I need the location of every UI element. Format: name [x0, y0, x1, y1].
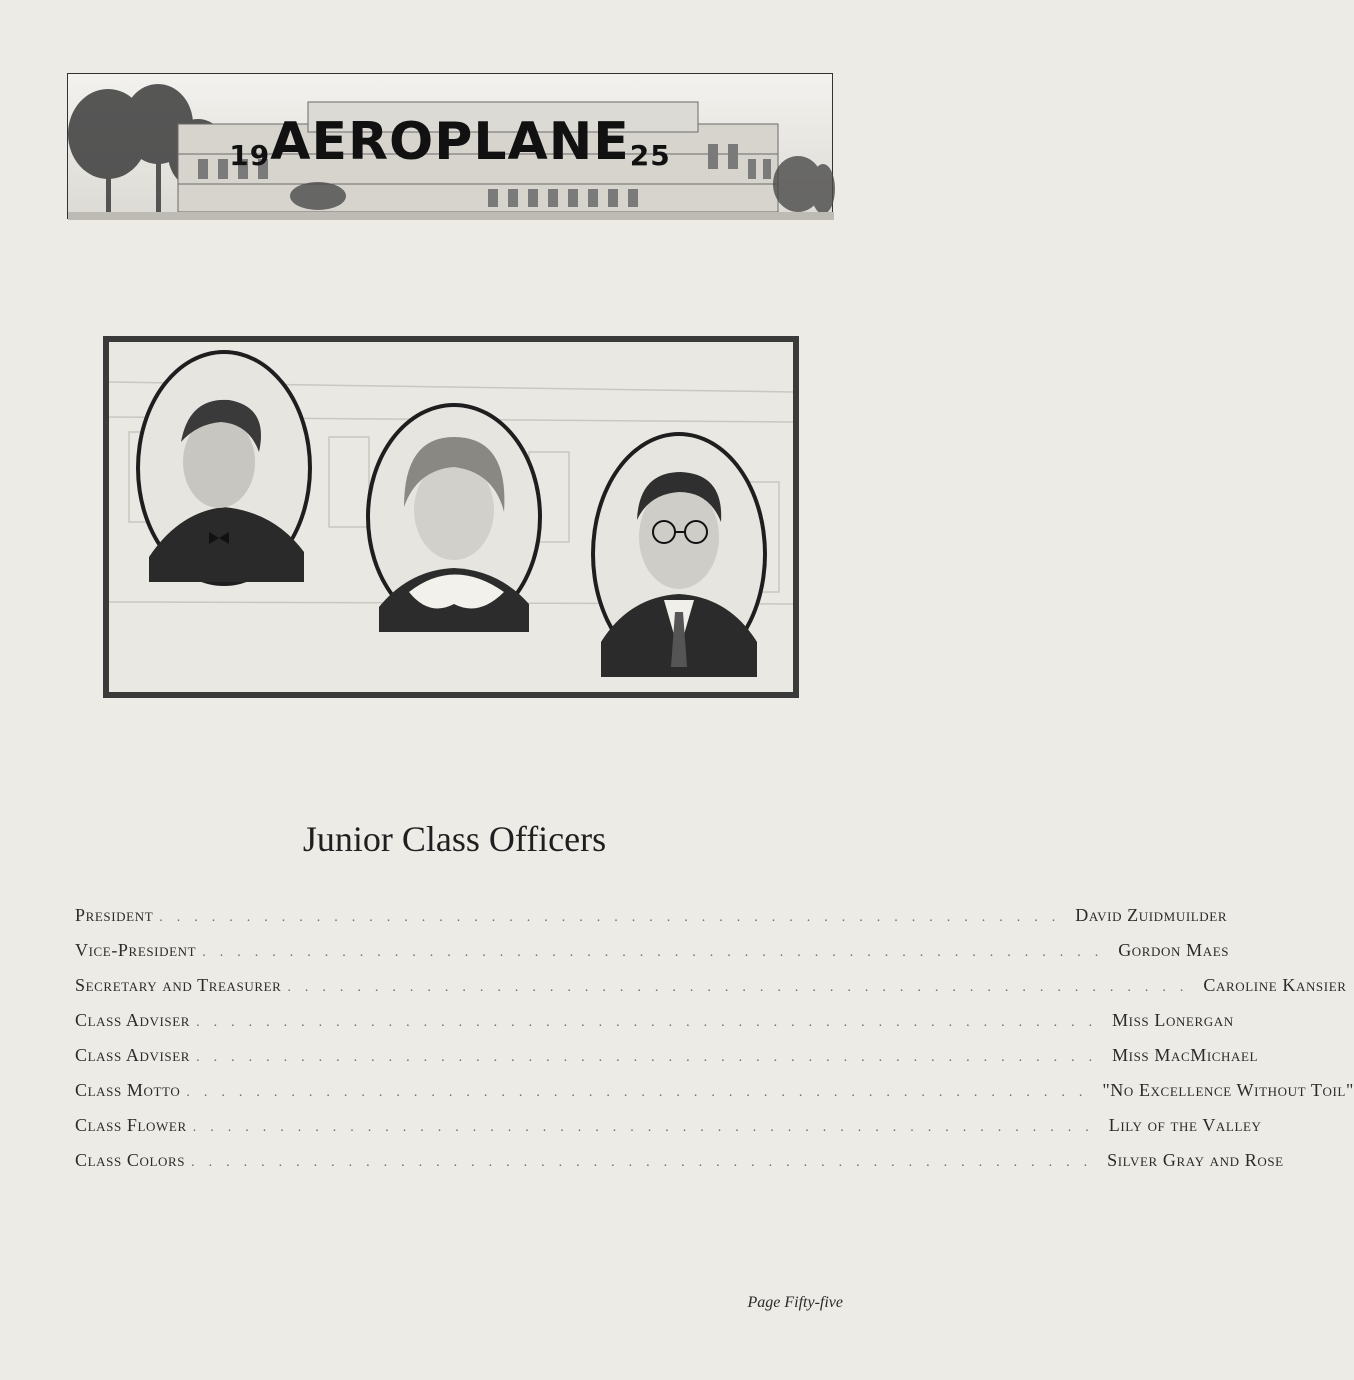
officer-row	[75, 1045, 1259, 1080]
dot-leader: ....................................................	[196, 1050, 1107, 1065]
officer-value: Miss Lonergan	[1112, 1010, 1234, 1030]
officer-value: Gordon Maes	[1118, 940, 1230, 960]
officer-row	[75, 905, 1228, 940]
banner-year-right: 25	[629, 139, 671, 172]
officer-label: Class Adviser	[75, 1045, 191, 1065]
officer-value: Caroline Kansier	[1203, 975, 1347, 995]
officer-label: Class Colors	[75, 1150, 186, 1170]
officer-label: Class Motto	[75, 1080, 181, 1100]
officer-label: Secretary and Treasurer	[75, 975, 282, 995]
dot-leader: ....................................................	[196, 1015, 1107, 1030]
officer-value: Lily of the Valley	[1108, 1115, 1262, 1135]
banner-title-text: AEROPLANE	[270, 112, 630, 172]
portrait-president	[136, 350, 312, 586]
dot-leader: ....................................................	[202, 945, 1113, 960]
officer-row	[75, 1080, 1354, 1115]
officer-label: Class Flower	[75, 1115, 187, 1135]
officer-label: Class Adviser	[75, 1010, 191, 1030]
dot-leader: ....................................................	[191, 1155, 1102, 1170]
officer-label: President	[75, 905, 154, 925]
officer-row	[75, 1010, 1234, 1045]
officer-photo-panel	[103, 336, 799, 698]
officer-value: Miss MacMichael	[1112, 1045, 1259, 1065]
portraits-illustration	[109, 342, 793, 692]
dot-leader: ....................................................	[192, 1120, 1103, 1135]
dot-leader: ....................................................	[186, 1085, 1097, 1100]
officers-list	[75, 905, 1354, 1185]
banner-title	[68, 112, 832, 172]
banner-year-left: 19	[229, 139, 271, 172]
portrait-secretary-treasurer	[591, 432, 767, 677]
officer-label: Vice-President	[75, 940, 197, 960]
portrait-vice-president	[366, 403, 542, 632]
officer-value: "No Excellence Without Toil"	[1102, 1080, 1354, 1100]
dot-leader: ....................................................	[159, 910, 1070, 925]
officer-row	[75, 975, 1347, 1010]
officer-row	[75, 1115, 1262, 1150]
page-heading: Junior Class Officers	[302, 819, 607, 859]
dot-leader: ....................................................	[287, 980, 1198, 995]
officer-value: David Zuidmuilder	[1075, 905, 1228, 925]
officer-row	[75, 1150, 1284, 1185]
page-number: Page Fifty-five	[747, 1294, 843, 1311]
officer-value: Silver Gray and Rose	[1107, 1150, 1284, 1170]
officer-row	[75, 940, 1230, 975]
header-banner	[67, 73, 833, 219]
